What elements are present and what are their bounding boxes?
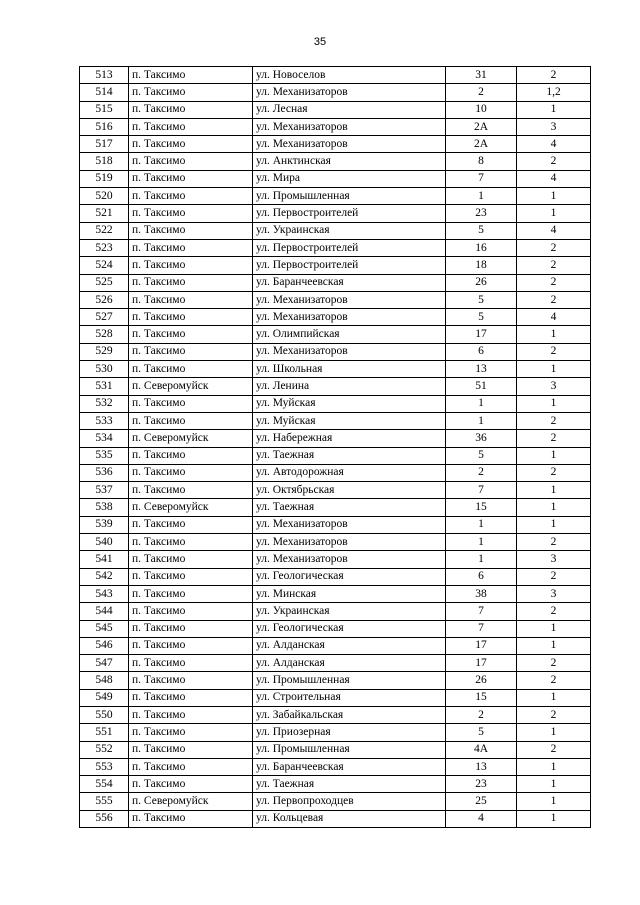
table-row — [80, 257, 591, 274]
table-row — [80, 274, 591, 291]
table-row — [80, 724, 591, 741]
settlement-cell: п. Таксимо — [129, 464, 253, 481]
row-number-cell: 524 — [80, 257, 129, 274]
settlement-cell: п. Северомуйск — [129, 499, 253, 516]
value-cell: 2 — [517, 706, 591, 723]
street-cell: ул. Ленина — [253, 378, 446, 395]
table-row — [80, 585, 591, 602]
value-cell: 2 — [517, 534, 591, 551]
settlement-cell: п. Таксимо — [129, 706, 253, 723]
street-cell: ул. Украинская — [253, 222, 446, 239]
table-row — [80, 464, 591, 481]
row-number-cell: 548 — [80, 672, 129, 689]
house-number-cell: 7 — [446, 620, 517, 637]
row-number-cell: 519 — [80, 170, 129, 187]
table-row — [80, 343, 591, 360]
table-row — [80, 412, 591, 429]
value-cell: 1,2 — [517, 84, 591, 101]
table-row — [80, 672, 591, 689]
street-cell: ул. Механизаторов — [253, 516, 446, 533]
settlement-cell: п. Таксимо — [129, 637, 253, 654]
row-number-cell: 542 — [80, 568, 129, 585]
house-number-cell: 25 — [446, 793, 517, 810]
table-row — [80, 551, 591, 568]
house-number-cell: 1 — [446, 551, 517, 568]
house-number-cell: 5 — [446, 309, 517, 326]
settlement-cell: п. Таксимо — [129, 118, 253, 135]
settlement-cell: п. Таксимо — [129, 741, 253, 758]
row-number-cell: 537 — [80, 482, 129, 499]
value-cell: 1 — [517, 758, 591, 775]
value-cell: 1 — [517, 447, 591, 464]
settlement-cell: п. Таксимо — [129, 395, 253, 412]
value-cell: 2 — [517, 655, 591, 672]
house-number-cell: 2 — [446, 706, 517, 723]
street-cell: ул. Забайкальская — [253, 706, 446, 723]
value-cell: 3 — [517, 378, 591, 395]
value-cell: 1 — [517, 326, 591, 343]
value-cell: 1 — [517, 516, 591, 533]
settlement-cell: п. Таксимо — [129, 343, 253, 360]
settlement-cell: п. Таксимо — [129, 672, 253, 689]
value-cell: 4 — [517, 309, 591, 326]
street-cell: ул. Олимпийская — [253, 326, 446, 343]
value-cell: 1 — [517, 482, 591, 499]
table-row — [80, 101, 591, 118]
settlement-cell: п. Таксимо — [129, 568, 253, 585]
house-number-cell: 5 — [446, 447, 517, 464]
settlement-cell: п. Таксимо — [129, 776, 253, 793]
value-cell: 1 — [517, 810, 591, 827]
street-cell: ул. Механизаторов — [253, 551, 446, 568]
table-row — [80, 776, 591, 793]
value-cell: 2 — [517, 153, 591, 170]
street-cell: ул. Первостроителей — [253, 239, 446, 256]
table-row — [80, 430, 591, 447]
street-cell: ул. Украинская — [253, 603, 446, 620]
row-number-cell: 515 — [80, 101, 129, 118]
table-row — [80, 637, 591, 654]
table-row — [80, 136, 591, 153]
value-cell: 1 — [517, 724, 591, 741]
settlement-cell: п. Таксимо — [129, 810, 253, 827]
row-number-cell: 540 — [80, 534, 129, 551]
house-number-cell: 2А — [446, 118, 517, 135]
row-number-cell: 546 — [80, 637, 129, 654]
street-cell: ул. Минская — [253, 585, 446, 602]
value-cell: 1 — [517, 205, 591, 222]
street-cell: ул. Геологическая — [253, 620, 446, 637]
row-number-cell: 513 — [80, 67, 129, 84]
row-number-cell: 551 — [80, 724, 129, 741]
house-number-cell: 8 — [446, 153, 517, 170]
settlement-cell: п. Таксимо — [129, 326, 253, 343]
settlement-cell: п. Таксимо — [129, 188, 253, 205]
table-row — [80, 758, 591, 775]
settlement-cell: п. Таксимо — [129, 758, 253, 775]
street-cell: ул. Механизаторов — [253, 136, 446, 153]
street-cell: ул. Механизаторов — [253, 343, 446, 360]
street-cell: ул. Школьная — [253, 361, 446, 378]
street-cell: ул. Первостроителей — [253, 257, 446, 274]
house-number-cell: 18 — [446, 257, 517, 274]
street-cell: ул. Баранчеевская — [253, 758, 446, 775]
row-number-cell: 533 — [80, 412, 129, 429]
house-number-cell: 23 — [446, 776, 517, 793]
table-row — [80, 67, 591, 84]
settlement-cell: п. Северомуйск — [129, 378, 253, 395]
settlement-cell: п. Таксимо — [129, 655, 253, 672]
table-row — [80, 170, 591, 187]
row-number-cell: 527 — [80, 309, 129, 326]
house-number-cell: 51 — [446, 378, 517, 395]
house-number-cell: 6 — [446, 343, 517, 360]
settlement-cell: п. Таксимо — [129, 603, 253, 620]
row-number-cell: 543 — [80, 585, 129, 602]
row-number-cell: 525 — [80, 274, 129, 291]
street-cell: ул. Муйская — [253, 412, 446, 429]
street-cell: ул. Таежная — [253, 499, 446, 516]
settlement-cell: п. Таксимо — [129, 239, 253, 256]
row-number-cell: 535 — [80, 447, 129, 464]
house-number-cell: 4А — [446, 741, 517, 758]
table-row — [80, 568, 591, 585]
settlement-cell: п. Таксимо — [129, 205, 253, 222]
value-cell: 3 — [517, 585, 591, 602]
row-number-cell: 521 — [80, 205, 129, 222]
value-cell: 4 — [517, 136, 591, 153]
value-cell: 1 — [517, 361, 591, 378]
street-cell: ул. Алданская — [253, 655, 446, 672]
row-number-cell: 522 — [80, 222, 129, 239]
street-cell: ул. Набережная — [253, 430, 446, 447]
value-cell: 2 — [517, 672, 591, 689]
house-number-cell: 4 — [446, 810, 517, 827]
row-number-cell: 555 — [80, 793, 129, 810]
row-number-cell: 514 — [80, 84, 129, 101]
house-number-cell: 2 — [446, 464, 517, 481]
value-cell: 2 — [517, 291, 591, 308]
value-cell: 3 — [517, 551, 591, 568]
street-cell: ул. Анктинская — [253, 153, 446, 170]
house-number-cell: 1 — [446, 395, 517, 412]
street-cell: ул. Строительная — [253, 689, 446, 706]
row-number-cell: 518 — [80, 153, 129, 170]
street-cell: ул. Приозерная — [253, 724, 446, 741]
row-number-cell: 553 — [80, 758, 129, 775]
value-cell: 2 — [517, 568, 591, 585]
value-cell: 1 — [517, 620, 591, 637]
house-number-cell: 10 — [446, 101, 517, 118]
street-cell: ул. Таежная — [253, 776, 446, 793]
street-cell: ул. Промышленная — [253, 672, 446, 689]
table-row — [80, 205, 591, 222]
value-cell: 1 — [517, 776, 591, 793]
settlement-cell: п. Таксимо — [129, 153, 253, 170]
street-cell: ул. Механизаторов — [253, 309, 446, 326]
house-number-cell: 5 — [446, 291, 517, 308]
settlement-cell: п. Таксимо — [129, 274, 253, 291]
table-row — [80, 655, 591, 672]
table-row — [80, 499, 591, 516]
row-number-cell: 531 — [80, 378, 129, 395]
table-row — [80, 326, 591, 343]
house-number-cell: 7 — [446, 482, 517, 499]
row-number-cell: 523 — [80, 239, 129, 256]
table-row — [80, 603, 591, 620]
settlement-cell: п. Таксимо — [129, 170, 253, 187]
table-row — [80, 447, 591, 464]
street-cell: ул. Первостроителей — [253, 205, 446, 222]
table-row — [80, 741, 591, 758]
row-number-cell: 532 — [80, 395, 129, 412]
street-cell: ул. Промышленная — [253, 188, 446, 205]
street-cell: ул. Механизаторов — [253, 291, 446, 308]
house-number-cell: 5 — [446, 724, 517, 741]
settlement-cell: п. Таксимо — [129, 482, 253, 499]
street-cell: ул. Первопроходцев — [253, 793, 446, 810]
house-number-cell: 1 — [446, 516, 517, 533]
settlement-cell: п. Таксимо — [129, 412, 253, 429]
table-row — [80, 153, 591, 170]
street-cell: ул. Алданская — [253, 637, 446, 654]
value-cell: 1 — [517, 637, 591, 654]
settlement-cell: п. Таксимо — [129, 516, 253, 533]
row-number-cell: 549 — [80, 689, 129, 706]
address-table — [79, 66, 591, 828]
street-cell: ул. Механизаторов — [253, 118, 446, 135]
house-number-cell: 31 — [446, 67, 517, 84]
value-cell: 4 — [517, 170, 591, 187]
page-number: 35 — [313, 36, 327, 48]
street-cell: ул. Механизаторов — [253, 84, 446, 101]
house-number-cell: 2 — [446, 84, 517, 101]
value-cell: 1 — [517, 689, 591, 706]
table-row — [80, 222, 591, 239]
settlement-cell: п. Таксимо — [129, 291, 253, 308]
table-row — [80, 395, 591, 412]
house-number-cell: 23 — [446, 205, 517, 222]
row-number-cell: 539 — [80, 516, 129, 533]
street-cell: ул. Таежная — [253, 447, 446, 464]
settlement-cell: п. Таксимо — [129, 534, 253, 551]
value-cell: 2 — [517, 67, 591, 84]
house-number-cell: 36 — [446, 430, 517, 447]
house-number-cell: 13 — [446, 758, 517, 775]
row-number-cell: 541 — [80, 551, 129, 568]
house-number-cell: 7 — [446, 603, 517, 620]
street-cell: ул. Баранчеевская — [253, 274, 446, 291]
value-cell: 2 — [517, 257, 591, 274]
table-row — [80, 620, 591, 637]
house-number-cell: 16 — [446, 239, 517, 256]
settlement-cell: п. Таксимо — [129, 551, 253, 568]
house-number-cell: 5 — [446, 222, 517, 239]
row-number-cell: 530 — [80, 361, 129, 378]
value-cell: 2 — [517, 412, 591, 429]
street-cell: ул. Промышленная — [253, 741, 446, 758]
value-cell: 3 — [517, 118, 591, 135]
value-cell: 4 — [517, 222, 591, 239]
settlement-cell: п. Таксимо — [129, 620, 253, 637]
house-number-cell: 17 — [446, 637, 517, 654]
value-cell: 2 — [517, 430, 591, 447]
house-number-cell: 26 — [446, 672, 517, 689]
settlement-cell: п. Таксимо — [129, 724, 253, 741]
settlement-cell: п. Таксимо — [129, 585, 253, 602]
row-number-cell: 516 — [80, 118, 129, 135]
street-cell: ул. Механизаторов — [253, 534, 446, 551]
value-cell: 1 — [517, 793, 591, 810]
house-number-cell: 38 — [446, 585, 517, 602]
settlement-cell: п. Таксимо — [129, 67, 253, 84]
row-number-cell: 538 — [80, 499, 129, 516]
street-cell: ул. Новоселов — [253, 67, 446, 84]
table-row — [80, 706, 591, 723]
street-cell: ул. Муйская — [253, 395, 446, 412]
row-number-cell: 526 — [80, 291, 129, 308]
row-number-cell: 517 — [80, 136, 129, 153]
table-row — [80, 291, 591, 308]
house-number-cell: 17 — [446, 655, 517, 672]
row-number-cell: 534 — [80, 430, 129, 447]
settlement-cell: п. Северомуйск — [129, 430, 253, 447]
table-row — [80, 482, 591, 499]
table-row — [80, 239, 591, 256]
settlement-cell: п. Северомуйск — [129, 793, 253, 810]
settlement-cell: п. Таксимо — [129, 309, 253, 326]
value-cell: 1 — [517, 101, 591, 118]
table-row — [80, 810, 591, 827]
address-table-body — [80, 67, 591, 828]
value-cell: 2 — [517, 343, 591, 360]
table-row — [80, 793, 591, 810]
row-number-cell: 544 — [80, 603, 129, 620]
table-row — [80, 84, 591, 101]
value-cell: 2 — [517, 741, 591, 758]
table-row — [80, 516, 591, 533]
row-number-cell: 536 — [80, 464, 129, 481]
house-number-cell: 1 — [446, 412, 517, 429]
street-cell: ул. Лесная — [253, 101, 446, 118]
table-row — [80, 534, 591, 551]
value-cell: 2 — [517, 239, 591, 256]
house-number-cell: 1 — [446, 534, 517, 551]
row-number-cell: 550 — [80, 706, 129, 723]
value-cell: 1 — [517, 188, 591, 205]
street-cell: ул. Мира — [253, 170, 446, 187]
street-cell: ул. Октябрьская — [253, 482, 446, 499]
house-number-cell: 15 — [446, 689, 517, 706]
row-number-cell: 545 — [80, 620, 129, 637]
row-number-cell: 547 — [80, 655, 129, 672]
house-number-cell: 6 — [446, 568, 517, 585]
settlement-cell: п. Таксимо — [129, 84, 253, 101]
table-row — [80, 309, 591, 326]
row-number-cell: 528 — [80, 326, 129, 343]
table-row — [80, 118, 591, 135]
value-cell: 2 — [517, 464, 591, 481]
value-cell: 2 — [517, 603, 591, 620]
table-row — [80, 361, 591, 378]
street-cell: ул. Геологическая — [253, 568, 446, 585]
house-number-cell: 2А — [446, 136, 517, 153]
row-number-cell: 520 — [80, 188, 129, 205]
value-cell: 2 — [517, 274, 591, 291]
settlement-cell: п. Таксимо — [129, 222, 253, 239]
settlement-cell: п. Таксимо — [129, 101, 253, 118]
house-number-cell: 26 — [446, 274, 517, 291]
settlement-cell: п. Таксимо — [129, 447, 253, 464]
street-cell: ул. Кольцевая — [253, 810, 446, 827]
house-number-cell: 15 — [446, 499, 517, 516]
house-number-cell: 7 — [446, 170, 517, 187]
house-number-cell: 1 — [446, 188, 517, 205]
row-number-cell: 552 — [80, 741, 129, 758]
row-number-cell: 556 — [80, 810, 129, 827]
house-number-cell: 17 — [446, 326, 517, 343]
house-number-cell: 13 — [446, 361, 517, 378]
table-row — [80, 689, 591, 706]
value-cell: 1 — [517, 499, 591, 516]
table-row — [80, 378, 591, 395]
row-number-cell: 529 — [80, 343, 129, 360]
row-number-cell: 554 — [80, 776, 129, 793]
value-cell: 1 — [517, 395, 591, 412]
settlement-cell: п. Таксимо — [129, 257, 253, 274]
settlement-cell: п. Таксимо — [129, 689, 253, 706]
settlement-cell: п. Таксимо — [129, 361, 253, 378]
street-cell: ул. Автодорожная — [253, 464, 446, 481]
table-row — [80, 188, 591, 205]
settlement-cell: п. Таксимо — [129, 136, 253, 153]
